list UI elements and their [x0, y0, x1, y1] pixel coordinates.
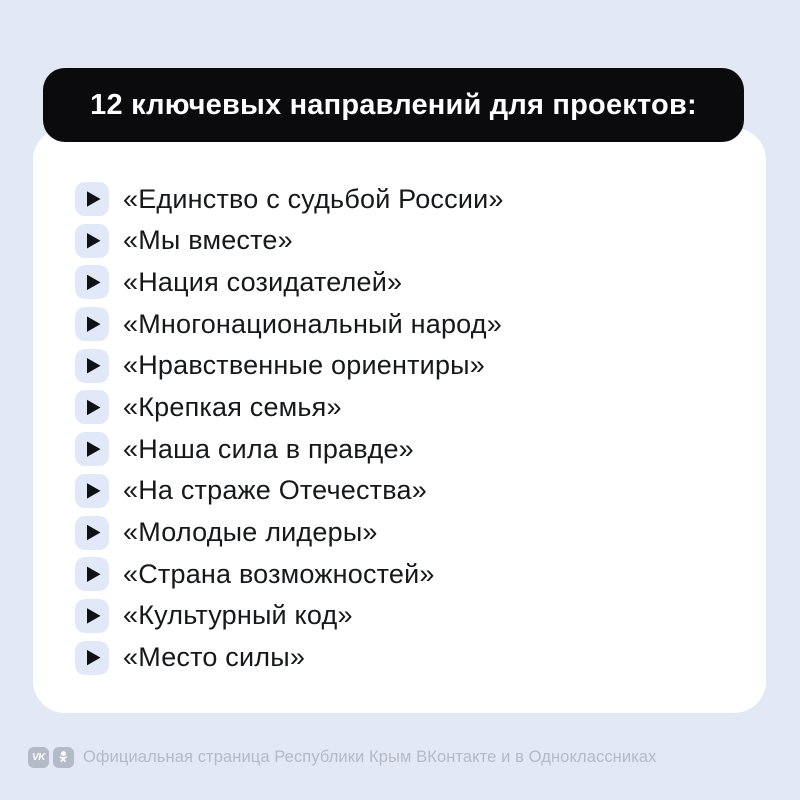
ok-icon: [53, 747, 74, 768]
footer: [28, 747, 657, 768]
play-icon-triangle: [87, 441, 101, 457]
play-icon: [75, 474, 109, 508]
list-item-label: «На страже Отечества»: [123, 475, 427, 506]
play-icon: [75, 224, 109, 258]
play-icon: [75, 390, 109, 424]
play-icon: [75, 557, 109, 591]
vk-icon-letters: VK: [32, 752, 45, 763]
page-title: 12 ключевых направлений для проектов:: [90, 88, 697, 121]
list-item: [75, 307, 742, 341]
play-icon-triangle: [87, 274, 101, 290]
play-icon-triangle: [87, 358, 101, 374]
play-icon: [75, 349, 109, 383]
list-item: [75, 265, 742, 299]
list-item-label: «Страна возможностей»: [123, 558, 435, 589]
list-item-label: «Мы вместе»: [123, 225, 293, 256]
list-item: [75, 182, 742, 216]
play-icon-triangle: [87, 316, 101, 332]
list-item: [75, 224, 742, 258]
list-item-label: «Культурный код»: [123, 600, 353, 631]
vk-icon: [28, 747, 49, 768]
play-icon-triangle: [87, 608, 101, 624]
list-item-label: «Место силы»: [123, 642, 306, 673]
play-icon-triangle: [87, 233, 101, 249]
list-item-label: «Крепкая семья»: [123, 391, 342, 422]
list-item: [75, 432, 742, 466]
footer-caption: Официальная страница Республики Крым ВКонтакте и в Одноклассниках: [83, 748, 657, 766]
list-item: [75, 557, 742, 591]
play-icon: [75, 432, 109, 466]
play-icon-triangle: [87, 191, 101, 207]
play-icon: [75, 599, 109, 633]
play-icon-triangle: [87, 399, 101, 415]
list-item: [75, 516, 742, 550]
list-item: [75, 390, 742, 424]
list-item-label: «Молодые лидеры»: [123, 517, 378, 547]
play-icon: [75, 182, 109, 216]
play-icon-triangle: [87, 566, 101, 582]
list-item-label: «Нравственные ориентиры»: [123, 350, 485, 381]
play-icon: [75, 641, 109, 675]
list-item: [75, 599, 742, 633]
play-icon-triangle: [87, 483, 101, 499]
play-icon: [75, 307, 109, 341]
list-item-label: «Нация созидателей»: [123, 266, 403, 297]
play-icon-triangle: [87, 650, 101, 666]
directions-list: [75, 182, 742, 682]
header-banner: [43, 68, 744, 142]
list-item-label: «Многонациональный народ»: [123, 308, 502, 339]
list-item-label: «Наша сила в правде»: [123, 433, 414, 464]
directions-card: [33, 128, 766, 713]
play-icon-triangle: [87, 525, 101, 541]
list-item-label: «Единство с судьбой России»: [123, 183, 504, 214]
list-item: [75, 641, 742, 675]
list-item: [75, 474, 742, 508]
play-icon: [75, 265, 109, 299]
play-icon: [75, 516, 109, 550]
list-item: [75, 349, 742, 383]
